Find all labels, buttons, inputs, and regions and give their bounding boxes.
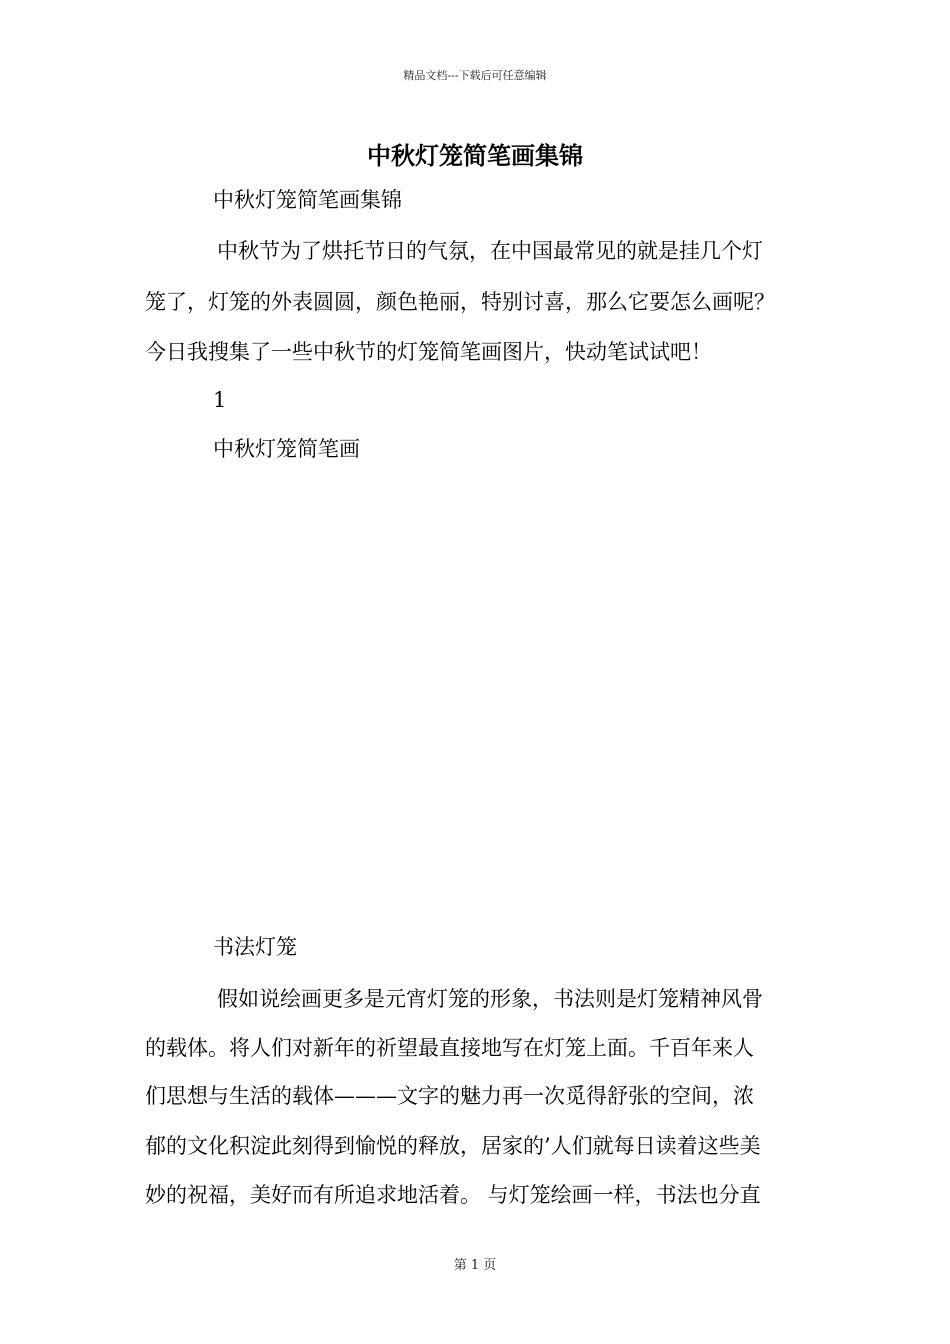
section-heading-sketch: 中秋灯笼简笔画 <box>213 437 360 461</box>
body-line-5: 妙的祝福，美好而有所追求地活着。 与灯笼绘画一样，书法也分直 <box>145 1183 761 1207</box>
document-title: 中秋灯笼简笔画集锦 <box>367 141 583 170</box>
page-header: 精品文档---下载后可任意编辑 <box>403 69 547 82</box>
section-heading-calligraphy: 书法灯笼 <box>213 935 297 959</box>
section-number: 1 <box>213 388 227 412</box>
body-line-3: 们思想与生活的载体———文字的魅力再一次觅得舒张的空间，浓 <box>145 1084 754 1108</box>
intro-line-1: 中秋节为了烘托节日的气氛，在中国最常见的就是挂几个灯 <box>217 239 763 263</box>
body-line-2: 的载体。将人们对新年的祈望最直接地写在灯笼上面。千百年来人 <box>145 1036 754 1060</box>
figure-placeholder <box>145 480 805 910</box>
subtitle: 中秋灯笼简笔画集锦 <box>213 188 402 212</box>
body-line-1: 假如说绘画更多是元宵灯笼的形象，书法则是灯笼精神风骨 <box>217 987 763 1011</box>
intro-line-2: 笼了，灯笼的外表圆圆，颜色艳丽，特别讨喜，那么它要怎么画呢？ <box>145 290 775 314</box>
page-number: 第 1 页 <box>453 1258 497 1273</box>
body-line-4: 郁的文化积淀此刻得到愉悦的释放，居家的’人们就每日读着这些美 <box>145 1134 761 1158</box>
intro-line-3: 今日我搜集了一些中秋节的灯笼简笔画图片，快动笔试试吧！ <box>145 340 712 364</box>
